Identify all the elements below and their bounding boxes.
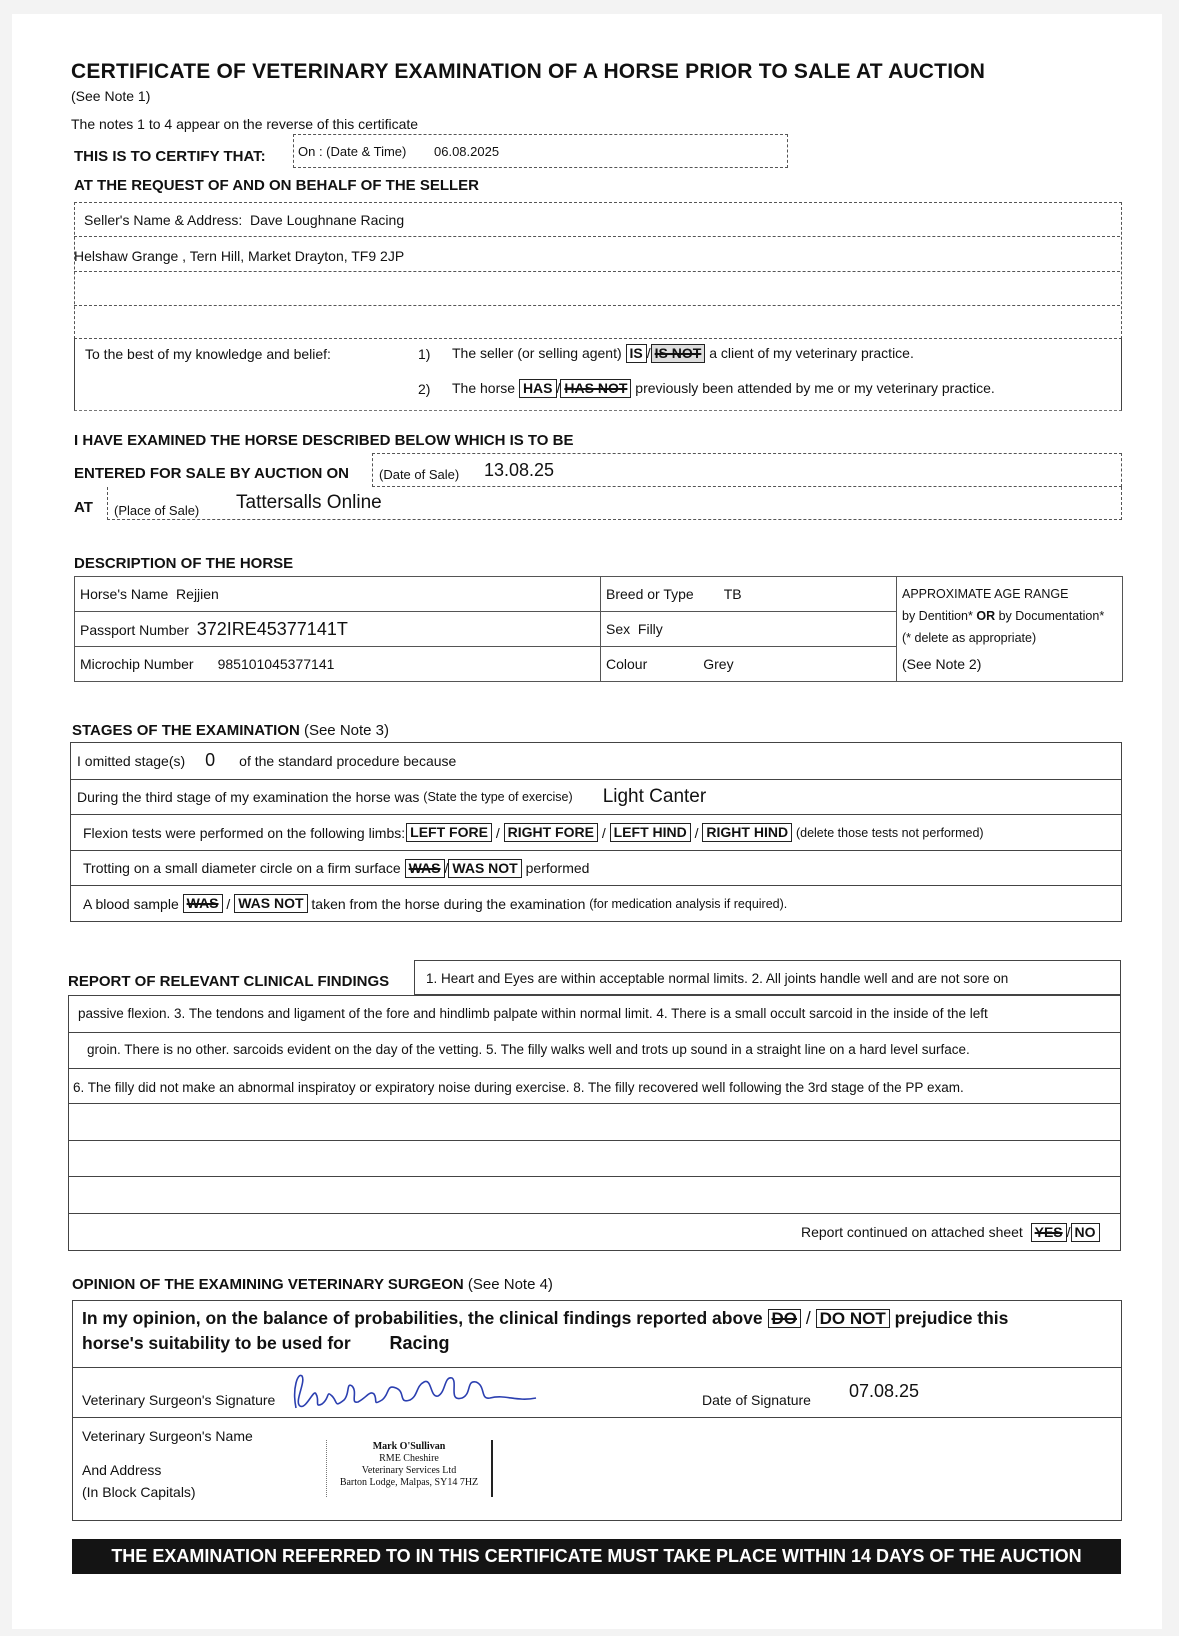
entered-label: ENTERED FOR SALE BY AUCTION ON xyxy=(74,465,350,482)
breed-cell xyxy=(601,577,897,612)
statement-2-num: 2) xyxy=(418,381,431,397)
trot-was-option[interactable]: WAS xyxy=(405,859,445,878)
or-text: OR xyxy=(976,609,996,623)
stages-heading-text: STAGES OF THE EXAMINATION xyxy=(72,722,300,739)
divider xyxy=(72,1367,1122,1368)
divider xyxy=(68,1068,1121,1069)
third-stage-pre: During the third stage of my examination the horse was xyxy=(77,789,420,805)
omitted-post: of the standard procedure because xyxy=(239,752,457,769)
do-option[interactable]: DO xyxy=(768,1309,802,1328)
description-heading: DESCRIPTION OF THE HORSE xyxy=(74,555,294,572)
sex-cell xyxy=(601,612,897,647)
horse-name-value[interactable]: Rejjien xyxy=(176,586,219,602)
horse-name-cell xyxy=(75,577,601,612)
dentition-option[interactable]: by Dentition* xyxy=(902,609,977,623)
divider xyxy=(74,271,1120,272)
omitted-value[interactable]: 0 xyxy=(205,750,216,770)
divider xyxy=(74,236,1120,237)
microchip-cell xyxy=(75,647,601,682)
separator: / xyxy=(1066,1224,1071,1240)
notes-line: The notes 1 to 4 appear on the reverse of this certificate xyxy=(71,116,419,132)
practice-stamp xyxy=(326,1440,493,1497)
colour-cell xyxy=(601,647,897,682)
sale-date-field[interactable] xyxy=(372,453,1122,487)
seller-name-value[interactable]: Dave Loughnane Racing xyxy=(250,212,405,228)
blood-was-option[interactable]: WAS xyxy=(183,894,223,913)
opinion-text-line2: horse's suitability to be used for xyxy=(82,1333,351,1353)
footer-banner: THE EXAMINATION REFERRED TO IN THIS CERTIFICATE MUST TAKE PLACE WITHIN 14 DAYS OF THE AUCTION xyxy=(72,1539,1121,1574)
divider xyxy=(72,1417,1122,1418)
divider xyxy=(68,1213,1121,1214)
continued-yes-option[interactable]: YES xyxy=(1031,1223,1067,1242)
separator: / xyxy=(556,380,561,396)
trot-was-not-option[interactable]: WAS NOT xyxy=(448,859,521,878)
is-option[interactable]: IS xyxy=(626,344,647,363)
finding-line-1[interactable]: 1. Heart and Eyes are within acceptable normal limits. 2. All joints handle well and are not sore on xyxy=(426,971,1009,986)
statement-2-post: previously been attended by me or my veterinary practice. xyxy=(635,380,995,396)
opinion-heading xyxy=(72,1276,553,1293)
examined-heading: I HAVE EXAMINED THE HORSE DESCRIBED BELOW WHICH IS TO BE xyxy=(74,432,574,449)
breed-value[interactable]: TB xyxy=(723,586,742,602)
right-hind-option[interactable]: RIGHT HIND xyxy=(702,823,792,842)
stamp-vet-name: Mark O'Sullivan xyxy=(372,1441,446,1452)
divider xyxy=(68,1140,1121,1141)
see-note-3: (See Note 3) xyxy=(303,722,390,739)
vet-name-label: Veterinary Surgeon's Name xyxy=(82,1428,253,1444)
sex-label: Sex xyxy=(606,621,631,637)
date-of-signature-value[interactable]: 07.08.25 xyxy=(849,1381,920,1401)
statement-1-pre: The seller (or selling agent) xyxy=(452,345,622,361)
separator: / xyxy=(646,345,651,361)
certify-label: THIS IS TO CERTIFY THAT: xyxy=(74,148,266,165)
age-range-heading: APPROXIMATE AGE RANGE xyxy=(902,587,1069,601)
signature-label: Veterinary Surgeon's Signature xyxy=(82,1392,276,1408)
statement-1-post: a client of my veterinary practice. xyxy=(709,345,914,361)
right-fore-option[interactable]: RIGHT FORE xyxy=(504,823,598,842)
third-stage-row xyxy=(70,780,1122,815)
separator: / xyxy=(805,1308,811,1328)
passport-label: Passport Number xyxy=(80,621,189,638)
divider xyxy=(68,1176,1121,1177)
left-fore-option[interactable]: LEFT FORE xyxy=(406,823,492,842)
opinion-statement xyxy=(82,1308,1008,1329)
breed-label: Breed or Type xyxy=(606,586,694,602)
flexion-pre: Flexion tests were performed on the following limbs: xyxy=(83,824,406,841)
trotting-pre: Trotting on a small diameter circle on a firm surface xyxy=(83,860,401,876)
statement-1 xyxy=(452,344,914,363)
request-heading: AT THE REQUEST OF AND ON BEHALF OF THE SELLER xyxy=(74,177,479,194)
omitted-row xyxy=(70,742,1122,780)
finding-line-3[interactable]: groin. There is no other. sarcoids evident on the day of the vetting. 5. The filly walks well and trots up sound in a straight line on a hard level surface. xyxy=(87,1042,970,1057)
see-note-2: (See Note 2) xyxy=(902,656,982,672)
age-range-options xyxy=(902,605,1117,627)
exam-date-field[interactable] xyxy=(293,134,788,168)
flexion-row xyxy=(70,815,1122,851)
has-option[interactable]: HAS xyxy=(519,379,557,398)
intended-use-value[interactable]: Racing xyxy=(389,1333,450,1353)
colour-label: Colour xyxy=(606,656,648,672)
statement-1-num: 1) xyxy=(418,346,431,362)
trotting-post: performed xyxy=(525,860,590,876)
report-continued-label: Report continued on attached sheet xyxy=(801,1224,1023,1240)
finding-line-4[interactable]: 6. The filly did not make an abnormal inspiratoy or expiratory noise during exercise. 8. The filly recovered well following the 3rd stage of the PP exam. xyxy=(73,1080,964,1095)
see-note-4: (See Note 4) xyxy=(467,1276,553,1293)
separator: / xyxy=(601,824,606,841)
statement-2 xyxy=(452,379,995,398)
left-hind-option[interactable]: LEFT HIND xyxy=(610,823,691,842)
stages-heading xyxy=(72,722,389,739)
delete-note: (* delete as appropriate) xyxy=(902,631,1037,645)
colour-value[interactable]: Grey xyxy=(703,656,734,672)
blood-row xyxy=(70,886,1122,922)
statement-2-pre: The horse xyxy=(452,380,516,396)
blood-post: taken from the horse during the examination xyxy=(311,895,586,912)
omitted-pre: I omitted stage(s) xyxy=(77,752,186,769)
stamp-practice-name: RME Cheshire xyxy=(379,1453,439,1464)
microchip-value[interactable]: 985101045377141 xyxy=(217,656,335,672)
block-capitals-label: (In Block Capitals) xyxy=(82,1484,196,1500)
blood-was-not-option[interactable]: WAS NOT xyxy=(234,894,307,913)
is-not-option[interactable]: IS NOT xyxy=(651,344,706,363)
stamp-practice-company: Veterinary Services Ltd xyxy=(361,1465,457,1476)
documentation-option[interactable]: by Documentation* xyxy=(995,609,1105,623)
divider xyxy=(74,305,1120,306)
sex-value[interactable]: Filly xyxy=(637,621,663,637)
passport-cell xyxy=(75,612,601,647)
blood-pre: A blood sample xyxy=(83,895,179,912)
separator: / xyxy=(444,860,449,876)
report-continued xyxy=(801,1223,1100,1242)
divider xyxy=(68,1103,1121,1104)
separator: / xyxy=(226,895,231,912)
signature-image[interactable] xyxy=(286,1368,556,1418)
vet-address-label: And Address xyxy=(82,1462,162,1478)
opinion-text-post: prejudice this xyxy=(894,1308,1009,1328)
see-note-1: (See Note 1) xyxy=(71,88,151,104)
separator: / xyxy=(694,824,699,841)
passport-value[interactable]: 372IRE45377141T xyxy=(196,618,348,639)
certificate-title: CERTIFICATE OF VETERINARY EXAMINATION OF A HORSE PRIOR TO SALE AT AUCTION xyxy=(71,60,986,83)
date-of-sale-label: (Date of Sale) xyxy=(379,467,460,482)
third-stage-value[interactable]: Light Canter xyxy=(602,786,707,807)
date-of-sale-value: 13.08.25 xyxy=(484,460,555,480)
flexion-note: (delete those tests not performed) xyxy=(795,825,984,840)
seller-address-value[interactable]: Helshaw Grange , Tern Hill, Market Drayton, TF9 2JP xyxy=(74,248,405,264)
sale-place-field[interactable] xyxy=(107,487,1122,520)
finding-line-2[interactable]: passive flexion. 3. The tendons and ligament of the fore and hindlimb palpate within normal limit. 4. There is a small occult sarcoid in the inside of the left xyxy=(78,1006,988,1021)
place-of-sale-label: (Place of Sale) xyxy=(114,503,200,518)
divider xyxy=(68,1032,1121,1033)
blood-note: (for medication analysis if required). xyxy=(589,896,788,911)
findings-heading: REPORT OF RELEVANT CLINICAL FINDINGS xyxy=(68,973,390,990)
opinion-heading-text: OPINION OF THE EXAMINING VETERINARY SURGEON xyxy=(72,1276,464,1293)
date-of-signature-label: Date of Signature xyxy=(702,1392,811,1408)
microchip-label: Microchip Number xyxy=(80,656,194,672)
age-range-cell xyxy=(897,577,1123,682)
on-label: On : (Date & Time) xyxy=(298,144,407,159)
continued-no-option[interactable]: NO xyxy=(1071,1223,1100,1242)
horse-name-label: Horse's Name xyxy=(80,586,169,602)
place-of-sale-value: Tattersalls Online xyxy=(236,492,382,513)
stamp-address: Barton Lodge, Malpas, SY14 7HZ xyxy=(339,1477,479,1488)
knowledge-label: To the best of my knowledge and belief: xyxy=(85,346,331,362)
trotting-row xyxy=(70,851,1122,886)
opinion-line-2 xyxy=(82,1333,450,1354)
do-not-option[interactable]: DO NOT xyxy=(816,1309,890,1328)
description-table xyxy=(74,576,1123,682)
third-stage-note: (State the type of exercise) xyxy=(423,790,573,804)
separator: / xyxy=(495,824,500,841)
has-not-option[interactable]: HAS NOT xyxy=(560,379,631,398)
at-label: AT xyxy=(74,499,93,516)
seller-name-label: Seller's Name & Address: xyxy=(84,212,243,228)
on-value: 06.08.2025 xyxy=(434,144,500,159)
opinion-text-pre: In my opinion, on the balance of probabilities, the clinical findings reported above xyxy=(82,1308,763,1328)
